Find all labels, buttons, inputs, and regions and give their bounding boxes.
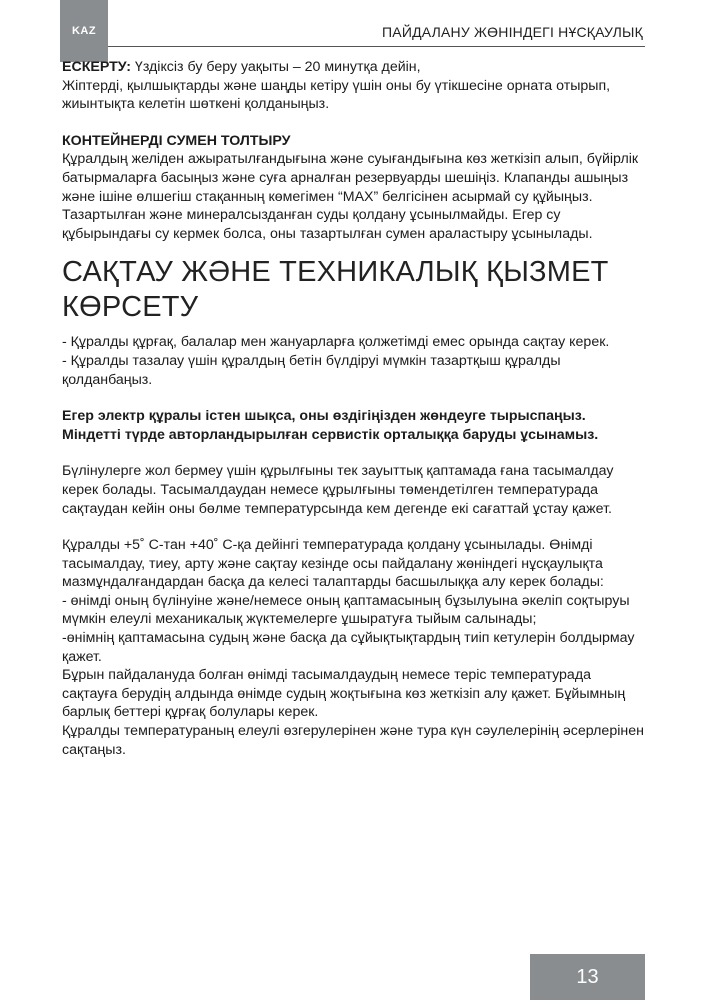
dryness-paragraph: Бұрын пайдалануда болған өнімді тасымалдаудың немесе теріс температурада сақтауға берудің алдында өнімде судың жоқтығына көз жеткізіп алу қажет. Бұйымның барлық беттері құрғақ болулары керек. [62, 667, 626, 721]
language-tab: KAZ [60, 0, 108, 62]
mechanical-load-item: - өнімді оның бүлінуіне және/немесе оның қаптамасының бұзылуына әкеліп соқтыруы мүмкін елеулі механикалық жүктемелерге ұшыратуға тыйым салынады; [62, 592, 630, 628]
warning-brush-text: Жіптерді, қылшықтарды және шаңды кетіру үшін оны бу үтікшесіне орната отырып, жиынтықта келетін шөткені қолданыңыз. [62, 77, 611, 113]
transport-paragraph: Бүлінулерге жол бермеу үшін құрылғыны тек зауыттық қаптамада ғана тасымалдау керек болады. Тасымалдаудан немесе құрылғыны төмендетілген температурада сақтаудан кейін оны бөлме температурсында кем дегенде екі сағаттай ұстау қажет. [62, 463, 614, 517]
storage-section-title: САҚТАУ ЖӘНЕ ТЕХНИКАЛЫҚ ҚЫЗМЕТ КӨРСЕТУ [62, 256, 609, 324]
header-divider [108, 46, 645, 47]
fill-text: Құралдың желіден ажыратылғандығына және суығандығына көз жеткізіп алып, бүйірлік батырмаларға басыңыз және суға арналған резервуарды шешіңіз. Клапанды ашыңыз және ішіне өлшегіш стақанның көмегімен “MAX” белгісінен асырмай су құйыңыз. Тазартылған және минералсызданған суды қолдану ұсынылмайды. Егер су құбырындағы су кермек болса, оны тазартылған сумен араластыру ұсынылады. [62, 151, 639, 242]
storage-item-1: - Құралды құрғақ, балалар мен жануарларға қолжетімді емес орында сақтау керек. [62, 334, 610, 351]
manual-title: ПАЙДАЛАНУ ЖӨНІНДЕГІ НҰСҚАУЛЫҚ [382, 24, 643, 40]
warning-text: Үздіксіз бу беру уақыты – 20 минутқа дейін, [130, 59, 421, 75]
warning-label: ЕСКЕРТУ: [62, 59, 131, 75]
repair-warning: Егер электр құралы істен шықса, оны өздігіңізден жөндеуге тырыспаңыз. Міндетті түрде авторландырылған сервистік орталыққа баруды ұсынамыз. [62, 408, 599, 443]
page-number: 13 [530, 954, 645, 1000]
warning-paragraph [62, 58, 645, 77]
sunlight-paragraph: Құралды температураның елеулі өзгерулерінен және тура күн сәулелерінің әсерлерінен сақтаңыз. [62, 723, 644, 758]
temperature-paragraph: Құралды +5˚ С-тан +40˚ С-қа дейінгі температурада қолдану ұсынылады. Өнімді тасымалдау, тиеу, арту және сақтау кезінде осы пайдалану жөніндегі нұсқаулықта мазмұндалғандардан басқа да келесі талаптарды басшылыққа алу керек болады: [62, 537, 604, 591]
liquid-item: -өнімнің қаптамасына судың және басқа да сұйықтықтардың тиіп кетулерін болдырмау қажет. [62, 630, 635, 665]
fill-heading: КОНТЕЙНЕРДІ СУМЕН ТОЛТЫРУ [62, 132, 291, 149]
storage-item-2: - Құралды тазалау үшін құралдың бетін бүлдіруі мүмкін тазартқыш құралды қолданбаңыз. [62, 352, 561, 388]
page-content [62, 58, 645, 759]
